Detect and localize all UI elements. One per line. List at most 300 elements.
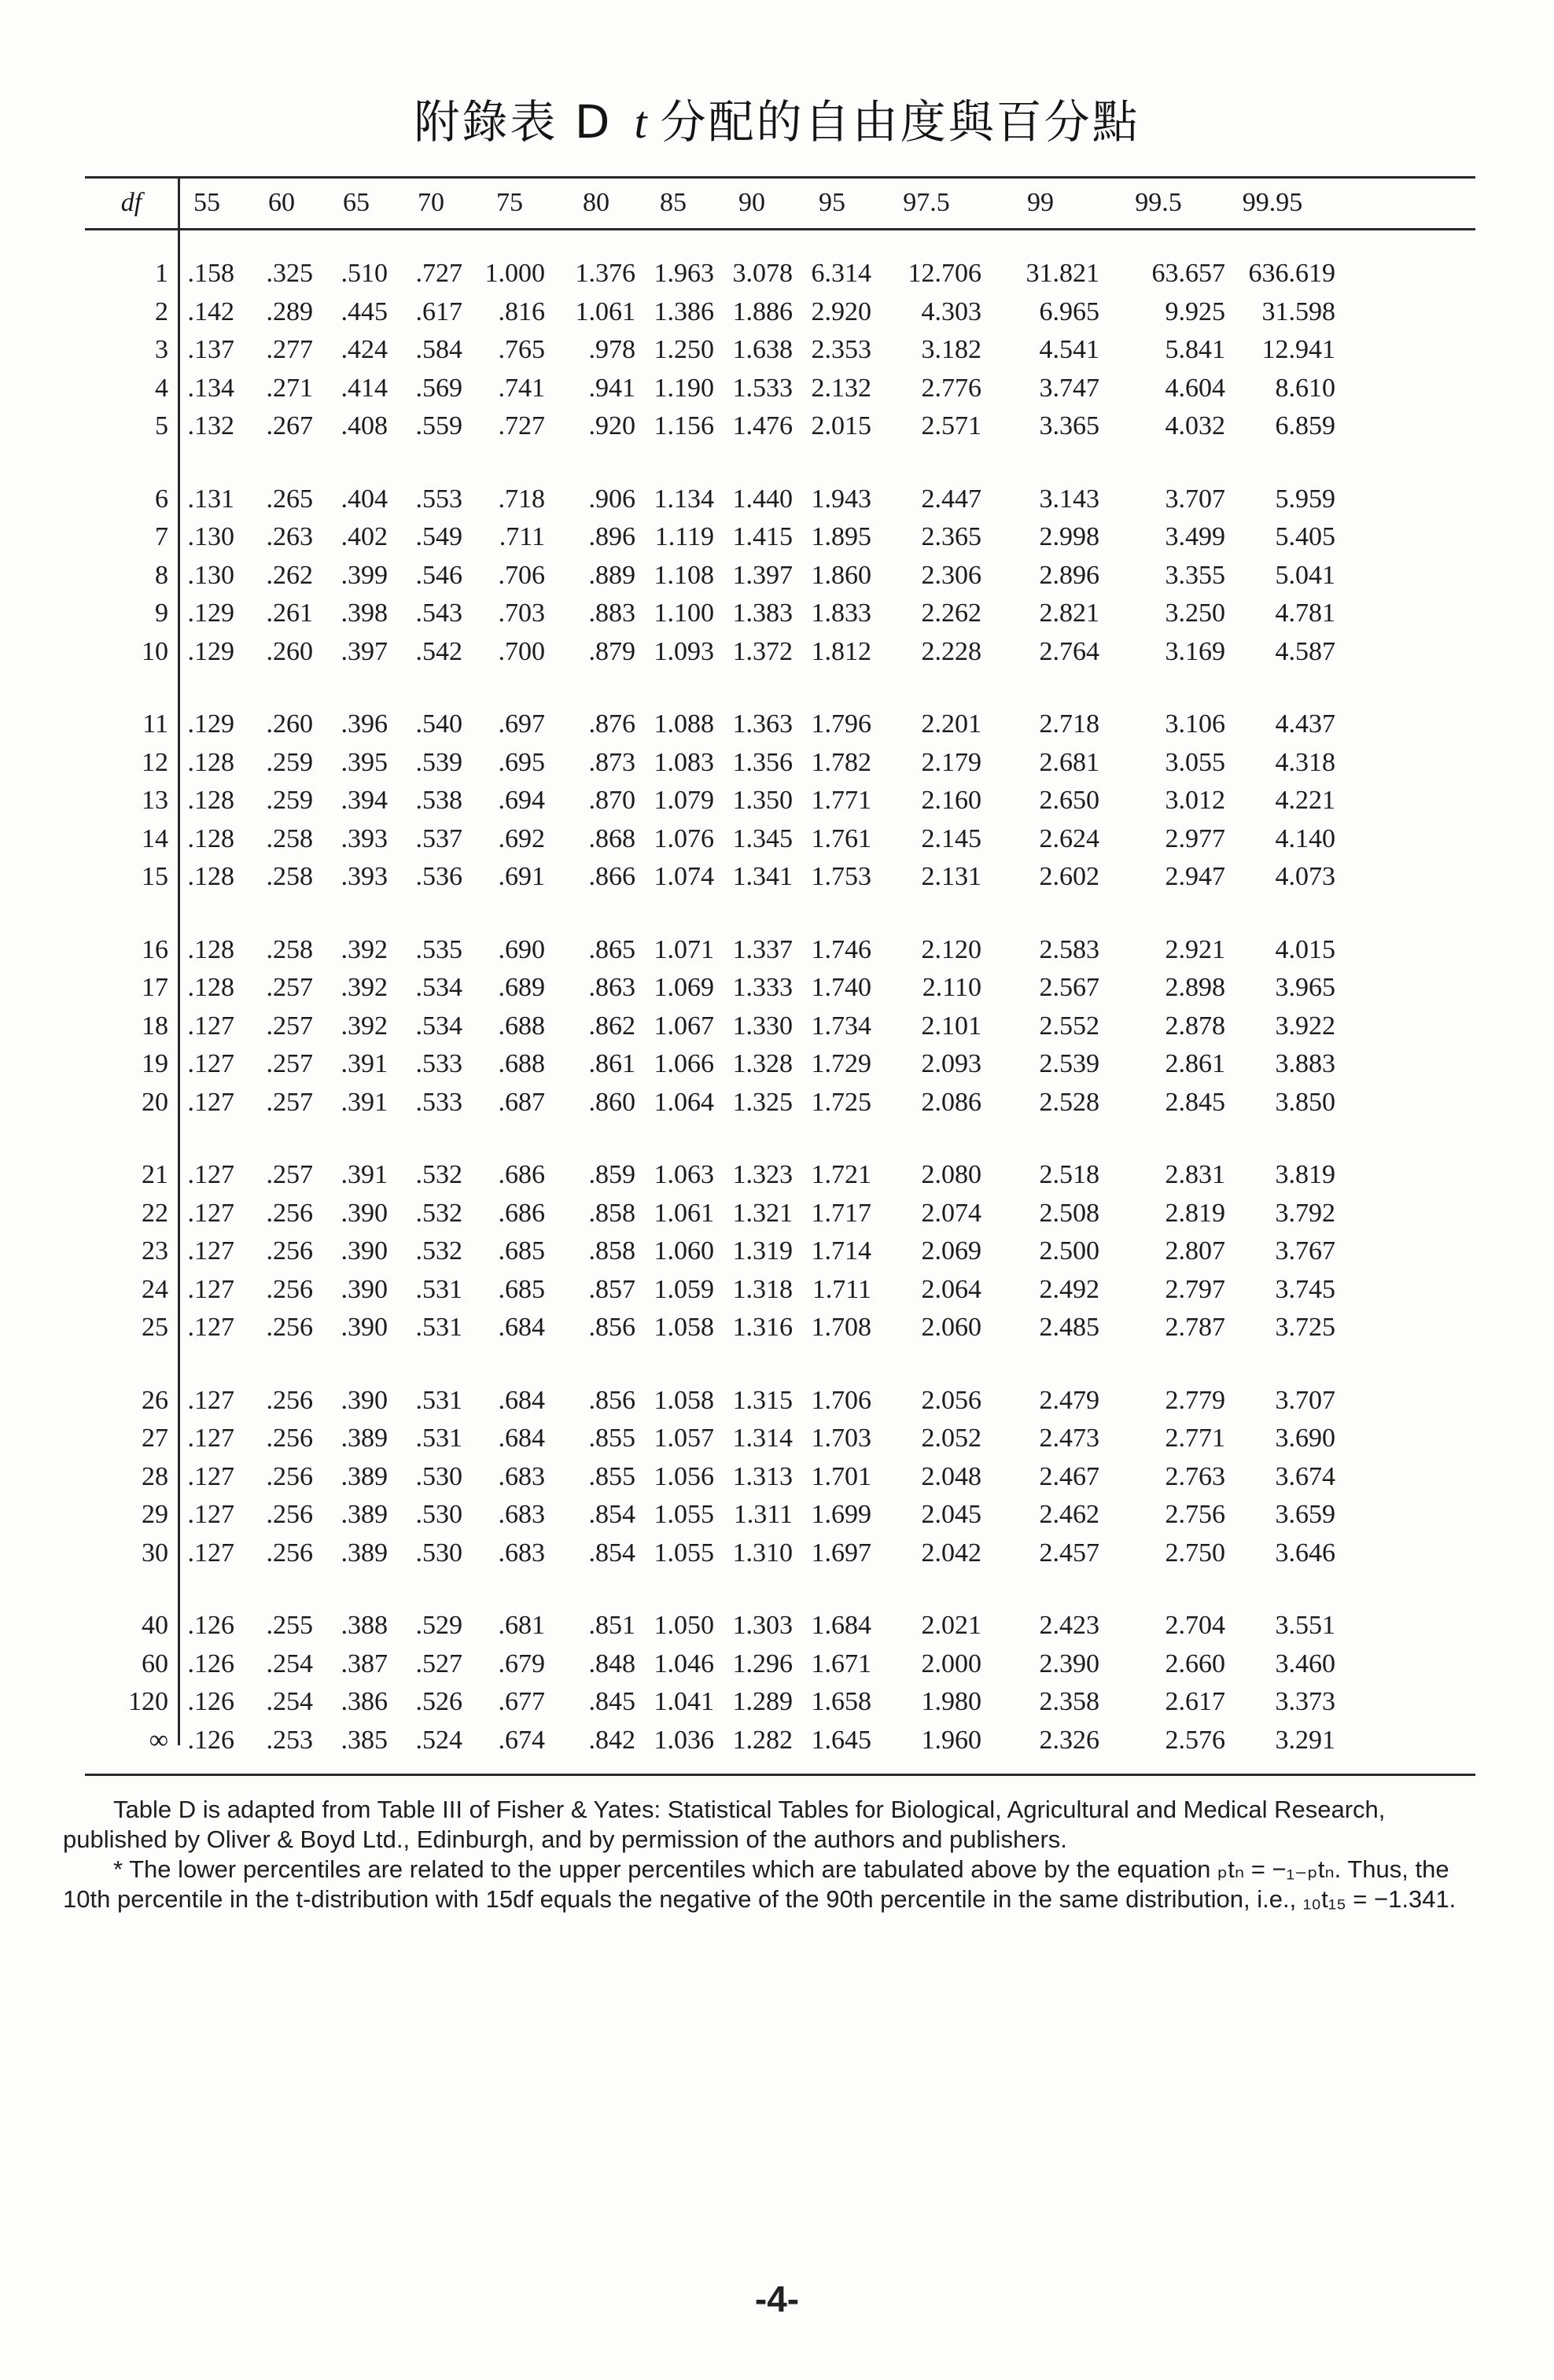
df-cell: 19 xyxy=(142,1049,168,1078)
value-cell: 1.108 xyxy=(654,560,714,590)
df-cell: 4 xyxy=(155,373,168,403)
value-cell: .325 xyxy=(266,259,313,288)
df-cell: 16 xyxy=(142,934,168,964)
value-cell: .127 xyxy=(187,1538,234,1568)
value-cell: 1.314 xyxy=(732,1424,793,1453)
column-header: 99.5 xyxy=(1135,188,1182,217)
value-cell: 1.699 xyxy=(811,1500,871,1529)
value-cell: .692 xyxy=(498,823,545,853)
value-cell: .539 xyxy=(415,747,462,777)
value-cell: .674 xyxy=(498,1725,545,1755)
value-cell: 1.134 xyxy=(654,484,714,514)
value-cell: .127 xyxy=(187,1461,234,1491)
value-cell: .385 xyxy=(341,1725,388,1755)
value-cell: 3.106 xyxy=(1165,709,1225,739)
column-header: 80 xyxy=(583,188,609,217)
value-cell: .392 xyxy=(341,934,388,964)
value-cell: 4.032 xyxy=(1165,411,1225,440)
value-cell: 8.610 xyxy=(1275,373,1335,403)
value-cell: 2.508 xyxy=(1039,1198,1099,1228)
value-cell: .388 xyxy=(341,1611,388,1640)
value-cell: .386 xyxy=(341,1687,388,1716)
value-cell: 2.447 xyxy=(921,484,981,514)
value-cell: 2.390 xyxy=(1039,1649,1099,1678)
value-cell: .854 xyxy=(588,1500,635,1529)
value-cell: 2.583 xyxy=(1039,934,1099,964)
value-cell: 4.604 xyxy=(1165,373,1225,403)
value-cell: .392 xyxy=(341,1011,388,1041)
value-cell: 2.101 xyxy=(921,1011,981,1041)
value-cell: 1.057 xyxy=(654,1424,714,1453)
value-cell: 2.500 xyxy=(1039,1236,1099,1266)
value-cell: .393 xyxy=(341,862,388,891)
value-cell: 2.042 xyxy=(921,1538,981,1568)
value-cell: 12.706 xyxy=(908,259,981,288)
table-row xyxy=(85,931,1475,969)
value-cell: .854 xyxy=(588,1538,635,1568)
value-cell: 1.060 xyxy=(654,1236,714,1266)
table-row xyxy=(85,1008,1475,1045)
value-cell: 2.921 xyxy=(1165,934,1225,964)
value-cell: .542 xyxy=(415,636,462,666)
value-cell: 1.282 xyxy=(732,1725,793,1755)
df-cell: 28 xyxy=(142,1461,168,1491)
df-cell: 8 xyxy=(155,560,168,590)
value-cell: 1.323 xyxy=(732,1160,793,1189)
value-cell: .866 xyxy=(588,862,635,891)
value-cell: .533 xyxy=(415,1087,462,1117)
value-cell: 1.303 xyxy=(732,1611,793,1640)
value-cell: 2.228 xyxy=(921,636,981,666)
value-cell: 6.965 xyxy=(1039,297,1099,326)
value-cell: .873 xyxy=(588,747,635,777)
value-cell: 1.316 xyxy=(732,1313,793,1342)
value-cell: .129 xyxy=(187,599,234,628)
value-cell: 2.326 xyxy=(1039,1725,1099,1755)
value-cell: 1.310 xyxy=(732,1538,793,1568)
value-cell: .681 xyxy=(498,1611,545,1640)
value-cell: .256 xyxy=(266,1424,313,1453)
value-cell: 2.552 xyxy=(1039,1011,1099,1041)
value-cell: .130 xyxy=(187,560,234,590)
value-cell: .256 xyxy=(266,1461,313,1491)
value-cell: 2.358 xyxy=(1039,1687,1099,1716)
df-cell: 60 xyxy=(142,1649,168,1678)
value-cell: .848 xyxy=(588,1649,635,1678)
value-cell: 1.063 xyxy=(654,1160,714,1189)
value-cell: 1.319 xyxy=(732,1236,793,1266)
value-cell: 5.959 xyxy=(1275,484,1335,514)
value-cell: 2.131 xyxy=(921,862,981,891)
value-cell: 1.701 xyxy=(811,1461,871,1491)
value-cell: .684 xyxy=(498,1385,545,1415)
value-cell: 2.086 xyxy=(921,1087,981,1117)
value-cell: .267 xyxy=(266,411,313,440)
value-cell: 1.055 xyxy=(654,1538,714,1568)
value-cell: .257 xyxy=(266,1087,313,1117)
value-cell: 1.100 xyxy=(654,599,714,628)
value-cell: 2.947 xyxy=(1165,862,1225,891)
value-cell: .389 xyxy=(341,1538,388,1568)
value-cell: .706 xyxy=(498,560,545,590)
value-cell: 1.415 xyxy=(732,522,793,551)
value-cell: 2.462 xyxy=(1039,1500,1099,1529)
df-cell: 12 xyxy=(142,747,168,777)
value-cell: .553 xyxy=(415,484,462,514)
value-cell: .126 xyxy=(187,1611,234,1640)
value-cell: .445 xyxy=(341,297,388,326)
value-cell: .727 xyxy=(415,259,462,288)
table-row xyxy=(85,1607,1475,1645)
value-cell: .683 xyxy=(498,1538,545,1568)
value-cell: 2.797 xyxy=(1165,1274,1225,1304)
df-cell: 27 xyxy=(142,1424,168,1453)
value-cell: .920 xyxy=(588,411,635,440)
df-cell: 24 xyxy=(142,1274,168,1304)
column-header: 95 xyxy=(819,188,845,217)
value-cell: .546 xyxy=(415,560,462,590)
value-cell: 4.303 xyxy=(921,297,981,326)
table-row xyxy=(85,969,1475,1007)
value-cell: 2.015 xyxy=(811,411,871,440)
value-cell: 1.074 xyxy=(654,862,714,891)
value-cell: 1.076 xyxy=(654,823,714,853)
value-cell: 3.291 xyxy=(1275,1725,1335,1755)
value-cell: .531 xyxy=(415,1385,462,1415)
value-cell: .127 xyxy=(187,1274,234,1304)
column-header: 70 xyxy=(418,188,444,217)
value-cell: .129 xyxy=(187,709,234,739)
value-cell: .263 xyxy=(266,522,313,551)
value-cell: 3.078 xyxy=(732,259,793,288)
value-cell: 1.771 xyxy=(811,786,871,815)
value-cell: .131 xyxy=(187,484,234,514)
value-cell: 1.093 xyxy=(654,636,714,666)
value-cell: .858 xyxy=(588,1198,635,1228)
value-cell: 1.895 xyxy=(811,522,871,551)
value-cell: 1.886 xyxy=(732,297,793,326)
value-cell: .142 xyxy=(187,297,234,326)
value-cell: .691 xyxy=(498,862,545,891)
table-row xyxy=(85,1382,1475,1420)
value-cell: .258 xyxy=(266,862,313,891)
value-cell: .860 xyxy=(588,1087,635,1117)
value-cell: .540 xyxy=(415,709,462,739)
value-cell: .711 xyxy=(499,522,545,551)
value-cell: .129 xyxy=(187,636,234,666)
value-cell: 1.055 xyxy=(654,1500,714,1529)
value-cell: 1.333 xyxy=(732,973,793,1002)
value-cell: 1.703 xyxy=(811,1424,871,1453)
value-cell: .256 xyxy=(266,1274,313,1304)
value-cell: 2.819 xyxy=(1165,1198,1225,1228)
value-cell: .689 xyxy=(498,973,545,1002)
value-cell: .896 xyxy=(588,522,635,551)
value-cell: 2.779 xyxy=(1165,1385,1225,1415)
value-cell: .271 xyxy=(266,373,313,403)
value-cell: 1.638 xyxy=(732,335,793,364)
value-cell: 1.313 xyxy=(732,1461,793,1491)
value-cell: .126 xyxy=(187,1687,234,1716)
value-cell: .134 xyxy=(187,373,234,403)
value-cell: 1.289 xyxy=(732,1687,793,1716)
value-cell: .260 xyxy=(266,709,313,739)
value-cell: .865 xyxy=(588,934,635,964)
value-cell: 1.056 xyxy=(654,1461,714,1491)
value-cell: .397 xyxy=(341,636,388,666)
df-cell: 23 xyxy=(142,1236,168,1266)
table-row xyxy=(85,744,1475,782)
value-cell: .127 xyxy=(187,1160,234,1189)
value-cell: 2.861 xyxy=(1165,1049,1225,1078)
value-cell: 2.052 xyxy=(921,1424,981,1453)
value-cell: .703 xyxy=(498,599,545,628)
value-cell: 1.963 xyxy=(654,259,714,288)
value-cell: .260 xyxy=(266,636,313,666)
value-cell: 3.745 xyxy=(1275,1274,1335,1304)
value-cell: .906 xyxy=(588,484,635,514)
value-cell: 4.437 xyxy=(1275,709,1335,739)
value-cell: .391 xyxy=(341,1049,388,1078)
value-cell: 1.337 xyxy=(732,934,793,964)
value-cell: .396 xyxy=(341,709,388,739)
value-cell: 1.363 xyxy=(732,709,793,739)
value-cell: 1.067 xyxy=(654,1011,714,1041)
value-cell: 1.069 xyxy=(654,973,714,1002)
value-cell: 4.015 xyxy=(1275,934,1335,964)
value-cell: .394 xyxy=(341,786,388,815)
value-cell: 3.922 xyxy=(1275,1011,1335,1041)
value-cell: 3.012 xyxy=(1165,786,1225,815)
table-top-rule xyxy=(85,176,1475,179)
table-row xyxy=(85,331,1475,369)
value-cell: .257 xyxy=(266,1011,313,1041)
value-cell: 1.706 xyxy=(811,1385,871,1415)
value-cell: 1.725 xyxy=(811,1087,871,1117)
value-cell: 1.658 xyxy=(811,1687,871,1716)
value-cell: .857 xyxy=(588,1274,635,1304)
df-cell: 2 xyxy=(155,297,168,326)
value-cell: 636.619 xyxy=(1248,259,1335,288)
value-cell: 5.041 xyxy=(1275,560,1335,590)
table-row xyxy=(85,1458,1475,1496)
value-cell: 2.473 xyxy=(1039,1424,1099,1453)
value-cell: 1.061 xyxy=(654,1198,714,1228)
value-cell: 3.707 xyxy=(1275,1385,1335,1415)
value-cell: .256 xyxy=(266,1500,313,1529)
value-cell: 3.355 xyxy=(1165,560,1225,590)
value-cell: 3.250 xyxy=(1165,599,1225,628)
table-row xyxy=(85,782,1475,820)
value-cell: .856 xyxy=(588,1385,635,1415)
value-cell: 1.782 xyxy=(811,747,871,777)
value-cell: .254 xyxy=(266,1687,313,1716)
value-cell: .532 xyxy=(415,1160,462,1189)
value-cell: .127 xyxy=(187,1236,234,1266)
column-header: 65 xyxy=(343,188,370,217)
column-header: 90 xyxy=(738,188,765,217)
value-cell: 2.132 xyxy=(811,373,871,403)
value-cell: .695 xyxy=(498,747,545,777)
value-cell: 2.750 xyxy=(1165,1538,1225,1568)
value-cell: 1.345 xyxy=(732,823,793,853)
value-cell: .683 xyxy=(498,1500,545,1529)
value-cell: 1.746 xyxy=(811,934,871,964)
value-cell: .861 xyxy=(588,1049,635,1078)
value-cell: 2.120 xyxy=(921,934,981,964)
value-cell: .584 xyxy=(415,335,462,364)
value-cell: 4.587 xyxy=(1275,636,1335,666)
value-cell: .130 xyxy=(187,522,234,551)
value-cell: .128 xyxy=(187,934,234,964)
value-cell: 1.328 xyxy=(732,1049,793,1078)
value-cell: 2.571 xyxy=(921,411,981,440)
value-cell: 2.353 xyxy=(811,335,871,364)
value-cell: 1.533 xyxy=(732,373,793,403)
value-cell: .277 xyxy=(266,335,313,364)
value-cell: 1.311 xyxy=(733,1500,793,1529)
df-cell: 14 xyxy=(142,823,168,853)
value-cell: .254 xyxy=(266,1649,313,1678)
value-cell: .128 xyxy=(187,862,234,891)
value-cell: .537 xyxy=(415,823,462,853)
value-cell: 2.602 xyxy=(1039,862,1099,891)
value-cell: 1.050 xyxy=(654,1611,714,1640)
value-cell: .393 xyxy=(341,823,388,853)
df-cell: 120 xyxy=(128,1687,168,1716)
value-cell: 1.708 xyxy=(811,1313,871,1342)
value-cell: .536 xyxy=(415,862,462,891)
value-cell: 1.440 xyxy=(732,484,793,514)
value-cell: .569 xyxy=(415,373,462,403)
value-cell: 1.058 xyxy=(654,1313,714,1342)
value-cell: .391 xyxy=(341,1087,388,1117)
value-cell: .727 xyxy=(498,411,545,440)
value-cell: 3.055 xyxy=(1165,747,1225,777)
value-cell: .687 xyxy=(498,1087,545,1117)
value-cell: 2.681 xyxy=(1039,747,1099,777)
table-row xyxy=(85,1195,1475,1232)
value-cell: 1.325 xyxy=(732,1087,793,1117)
value-cell: 2.492 xyxy=(1039,1274,1099,1304)
value-cell: 3.551 xyxy=(1275,1611,1335,1640)
value-cell: .390 xyxy=(341,1236,388,1266)
value-cell: 2.056 xyxy=(921,1385,981,1415)
value-cell: 3.690 xyxy=(1275,1424,1335,1453)
value-cell: .532 xyxy=(415,1236,462,1266)
table-row xyxy=(85,858,1475,896)
table-footnote xyxy=(63,1795,1491,1914)
table-row xyxy=(85,370,1475,407)
value-cell: .741 xyxy=(498,373,545,403)
table-row xyxy=(85,1420,1475,1457)
value-cell: 1.083 xyxy=(654,747,714,777)
value-cell: .677 xyxy=(498,1687,545,1716)
value-cell: 1.064 xyxy=(654,1087,714,1117)
value-cell: .253 xyxy=(266,1725,313,1755)
table-row xyxy=(85,1534,1475,1572)
value-cell: .863 xyxy=(588,973,635,1002)
value-cell: .389 xyxy=(341,1500,388,1529)
table-row xyxy=(85,820,1475,858)
title-prefix: 附錄表 D xyxy=(414,95,613,149)
title-t-variable: t xyxy=(634,97,650,148)
value-cell: .524 xyxy=(415,1725,462,1755)
value-cell: .685 xyxy=(498,1274,545,1304)
value-cell: 1.058 xyxy=(654,1385,714,1415)
df-cell: ∞ xyxy=(149,1725,168,1755)
value-cell: 5.841 xyxy=(1165,335,1225,364)
value-cell: 2.776 xyxy=(921,373,981,403)
column-header: 55 xyxy=(193,188,220,217)
page-number: -4- xyxy=(754,2279,800,2319)
value-cell: 9.925 xyxy=(1165,297,1225,326)
value-cell: .876 xyxy=(588,709,635,739)
value-cell: 2.807 xyxy=(1165,1236,1225,1266)
value-cell: .258 xyxy=(266,823,313,853)
value-cell: .127 xyxy=(187,1500,234,1529)
value-cell: .765 xyxy=(498,335,545,364)
value-cell: 2.539 xyxy=(1039,1049,1099,1078)
percentile-note: * The lower percentiles are related to the upper percentiles which are tabulated above by the equation ₚtₙ = −₁₋ₚtₙ. Thus, the 10th percentile in the t-distribution with 15df equals the negative of the 90th percentile in the same distribution, i.e., ₁₀t₁₅ = −1.341. xyxy=(63,1855,1456,1913)
value-cell: .851 xyxy=(588,1611,635,1640)
table-row xyxy=(85,1645,1475,1683)
value-cell: 1.156 xyxy=(654,411,714,440)
value-cell: .510 xyxy=(341,259,388,288)
value-cell: 2.080 xyxy=(921,1160,981,1189)
value-cell: .535 xyxy=(415,934,462,964)
value-cell: 3.460 xyxy=(1275,1649,1335,1678)
value-cell: 2.617 xyxy=(1165,1687,1225,1716)
value-cell: .128 xyxy=(187,973,234,1002)
value-cell: 1.119 xyxy=(654,522,714,551)
value-cell: 2.567 xyxy=(1039,973,1099,1002)
value-cell: 1.356 xyxy=(732,747,793,777)
df-cell: 13 xyxy=(142,786,168,815)
value-cell: 3.965 xyxy=(1275,973,1335,1002)
value-cell: .127 xyxy=(187,1424,234,1453)
value-cell: 1.061 xyxy=(575,297,635,326)
value-cell: 2.576 xyxy=(1165,1725,1225,1755)
value-cell: 6.859 xyxy=(1275,411,1335,440)
value-cell: .258 xyxy=(266,934,313,964)
value-cell: 1.330 xyxy=(732,1011,793,1041)
value-cell: 2.624 xyxy=(1039,823,1099,853)
value-cell: 1.190 xyxy=(654,373,714,403)
value-cell: 1.833 xyxy=(811,599,871,628)
value-cell: .868 xyxy=(588,823,635,853)
value-cell: 3.365 xyxy=(1039,411,1099,440)
table-row xyxy=(85,1232,1475,1270)
value-cell: .127 xyxy=(187,1313,234,1342)
page-title xyxy=(0,85,1554,151)
df-header: df xyxy=(120,188,142,217)
df-cell: 30 xyxy=(142,1538,168,1568)
table-row xyxy=(85,1156,1475,1194)
value-cell: 1.036 xyxy=(654,1725,714,1755)
value-cell: .262 xyxy=(266,560,313,590)
df-cell: 3 xyxy=(155,335,168,364)
value-cell: .531 xyxy=(415,1313,462,1342)
value-cell: 1.943 xyxy=(811,484,871,514)
value-cell: .862 xyxy=(588,1011,635,1041)
value-cell: 1.684 xyxy=(811,1611,871,1640)
value-cell: 4.781 xyxy=(1275,599,1335,628)
value-cell: 2.845 xyxy=(1165,1087,1225,1117)
value-cell: .858 xyxy=(588,1236,635,1266)
value-cell: 1.088 xyxy=(654,709,714,739)
value-cell: 5.405 xyxy=(1275,522,1335,551)
